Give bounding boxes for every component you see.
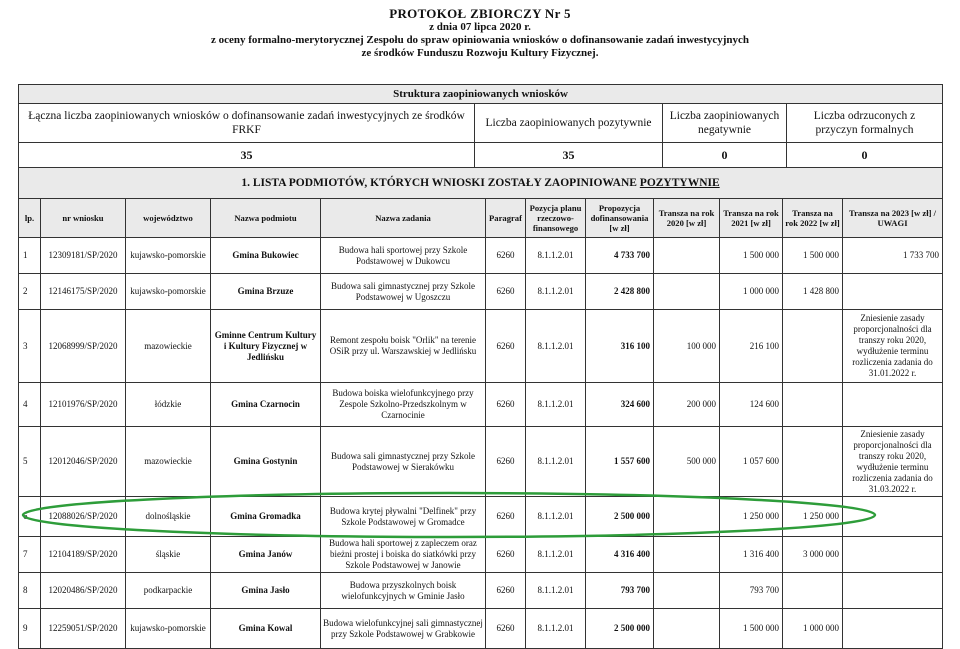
col-header-zadanie: Nazwa zadania <box>321 199 486 238</box>
applications-table <box>18 198 943 649</box>
table-row <box>19 573 943 609</box>
cell-podmiot: Gmina Jasło <box>211 573 321 609</box>
cell-woj: kujawsko-pomorskie <box>126 238 211 274</box>
summary-negative-value: 0 <box>663 143 787 168</box>
cell-t2022 <box>783 310 843 383</box>
cell-propozycja: 2 428 800 <box>586 274 654 310</box>
cell-pozycja: 8.1.1.2.01 <box>526 274 586 310</box>
cell-woj: kujawsko-pomorskie <box>126 274 211 310</box>
cell-nr: 12088026/SP/2020 <box>41 497 126 537</box>
list-section-title-text: 1. LISTA PODMIOTÓW, KTÓRYCH WNIOSKI ZOSTAŁY ZAOPINIOWANE <box>241 177 640 189</box>
cell-propozycja: 2 500 000 <box>586 609 654 649</box>
document-subtitle-line: z oceny formalno-merytorycznej Zespołu do spraw opiniowania wniosków o dofinansowanie zadań inwestycyjnych <box>210 34 750 46</box>
cell-podmiot: Gmina Brzuze <box>211 274 321 310</box>
cell-paragraf: 6260 <box>486 274 526 310</box>
cell-zadanie: Budowa hali sportowej przy Szkole Podstawowej w Dukowcu <box>321 238 486 274</box>
cell-t2023: 1 733 700 <box>843 238 943 274</box>
cell-t2020 <box>654 274 720 310</box>
cell-paragraf: 6260 <box>486 238 526 274</box>
cell-t2020: 100 000 <box>654 310 720 383</box>
cell-t2020 <box>654 573 720 609</box>
cell-pozycja: 8.1.1.2.01 <box>526 427 586 497</box>
cell-podmiot: Gmina Janów <box>211 537 321 573</box>
cell-lp: 3 <box>19 310 41 383</box>
cell-t2021: 1 500 000 <box>720 609 783 649</box>
cell-propozycja: 316 100 <box>586 310 654 383</box>
cell-pozycja: 8.1.1.2.01 <box>526 609 586 649</box>
cell-nr: 12020486/SP/2020 <box>41 573 126 609</box>
cell-propozycja: 4 733 700 <box>586 238 654 274</box>
cell-podmiot: Gmina Gromadka <box>211 497 321 537</box>
cell-t2023: Zniesienie zasady proporcjonalności dla transzy roku 2020, wydłużenie terminu rozliczenia zadania do 31.01.2022 r. <box>843 310 943 383</box>
cell-podmiot: Gminne Centrum Kultury i Kultury Fizycznej w Jedlińsku <box>211 310 321 383</box>
cell-woj: podkarpackie <box>126 573 211 609</box>
table-row <box>19 383 943 427</box>
col-header-woj: województwo <box>126 199 211 238</box>
cell-t2020 <box>654 537 720 573</box>
cell-podmiot: Gmina Czarnocin <box>211 383 321 427</box>
cell-lp: 5 <box>19 427 41 497</box>
cell-t2023 <box>843 497 943 537</box>
cell-woj: mazowieckie <box>126 310 211 383</box>
cell-woj: śląskie <box>126 537 211 573</box>
cell-paragraf: 6260 <box>486 427 526 497</box>
col-header-pozycja: Pozycja planu rzeczowo-finansowego <box>526 199 586 238</box>
cell-propozycja: 2 500 000 <box>586 497 654 537</box>
cell-t2022: 1 428 800 <box>783 274 843 310</box>
cell-nr: 12146175/SP/2020 <box>41 274 126 310</box>
cell-t2022: 3 000 000 <box>783 537 843 573</box>
cell-t2021: 1 000 000 <box>720 274 783 310</box>
list-section-title <box>19 168 943 199</box>
cell-lp: 7 <box>19 537 41 573</box>
table-row <box>19 537 943 573</box>
col-header-t2022: Transza na rok 2022 [w zł] <box>783 199 843 238</box>
table-row <box>19 238 943 274</box>
summary-section-title: Struktura zaopiniowanych wniosków <box>19 85 943 104</box>
col-header-nr: nr wniosku <box>41 199 126 238</box>
table-row <box>19 274 943 310</box>
cell-paragraf: 6260 <box>486 573 526 609</box>
cell-zadanie: Budowa hali sportowej z zapleczem oraz bieżni prostej i boiska do siatkówki przy Szkole Podstawowej w Janowie <box>321 537 486 573</box>
cell-propozycja: 793 700 <box>586 573 654 609</box>
cell-t2020 <box>654 238 720 274</box>
cell-paragraf: 6260 <box>486 497 526 537</box>
col-header-paragraf: Paragraf <box>486 199 526 238</box>
cell-woj: łódzkie <box>126 383 211 427</box>
document-subtitle-line-2: ze środków Funduszu Rozwoju Kultury Fizycznej. <box>361 47 599 59</box>
cell-nr: 12259051/SP/2020 <box>41 609 126 649</box>
cell-t2023 <box>843 573 943 609</box>
cell-t2023 <box>843 383 943 427</box>
cell-nr: 12012046/SP/2020 <box>41 427 126 497</box>
summary-negative-label: Liczba zaopiniowanych negatywnie <box>663 104 787 143</box>
list-section-title-emphasis: POZYTYWNIE <box>639 177 720 189</box>
cell-nr: 12068999/SP/2020 <box>41 310 126 383</box>
cell-pozycja: 8.1.1.2.01 <box>526 573 586 609</box>
cell-pozycja: 8.1.1.2.01 <box>526 383 586 427</box>
summary-total-label: Łączna liczba zaopiniowanych wniosków o dofinansowanie zadań inwestycyjnych ze środków FRKF <box>19 104 475 143</box>
table-row <box>19 310 943 383</box>
cell-t2021: 124 600 <box>720 383 783 427</box>
cell-podmiot: Gmina Bukowiec <box>211 238 321 274</box>
summary-rejected-label: Liczba odrzuconych z przyczyn formalnych <box>787 104 943 143</box>
cell-lp: 6 <box>19 497 41 537</box>
document-date: z dnia 07 lipca 2020 r. <box>429 21 531 33</box>
cell-t2023 <box>843 537 943 573</box>
cell-t2022 <box>783 383 843 427</box>
col-header-t2023: Transza na 2023 [w zł] / UWAGI <box>843 199 943 238</box>
col-header-propozycja: Propozycja dofinansowania [w zł] <box>586 199 654 238</box>
cell-t2021: 793 700 <box>720 573 783 609</box>
cell-t2021: 1 250 000 <box>720 497 783 537</box>
summary-total-value: 35 <box>19 143 475 168</box>
cell-t2023 <box>843 609 943 649</box>
cell-propozycja: 1 557 600 <box>586 427 654 497</box>
table-row <box>19 609 943 649</box>
document-title: PROTOKOŁ ZBIORCZY Nr 5 <box>389 6 571 21</box>
summary-positive-value: 35 <box>475 143 663 168</box>
cell-t2020 <box>654 609 720 649</box>
cell-t2023: Zniesienie zasady proporcjonalności dla transzy roku 2020, wydłużenie terminu rozliczenia zadania do 31.03.2022 r. <box>843 427 943 497</box>
cell-zadanie: Budowa sali gimnastycznej przy Szkole Podstawowej w Sierakówku <box>321 427 486 497</box>
cell-paragraf: 6260 <box>486 537 526 573</box>
cell-pozycja: 8.1.1.2.01 <box>526 497 586 537</box>
summary-rejected-value: 0 <box>787 143 943 168</box>
cell-t2021: 216 100 <box>720 310 783 383</box>
cell-t2022 <box>783 573 843 609</box>
cell-pozycja: 8.1.1.2.01 <box>526 238 586 274</box>
cell-t2020: 500 000 <box>654 427 720 497</box>
cell-t2022: 1 500 000 <box>783 238 843 274</box>
cell-zadanie: Budowa boiska wielofunkcyjnego przy Zespole Szkolno-Przedszkolnym w Czarnocinie <box>321 383 486 427</box>
cell-lp: 1 <box>19 238 41 274</box>
cell-woj: dolnośląskie <box>126 497 211 537</box>
cell-zadanie: Budowa krytej pływalni "Delfinek" przy Szkole Podstawowej w Gromadce <box>321 497 486 537</box>
cell-lp: 4 <box>19 383 41 427</box>
cell-woj: kujawsko-pomorskie <box>126 609 211 649</box>
cell-paragraf: 6260 <box>486 383 526 427</box>
cell-lp: 8 <box>19 573 41 609</box>
cell-propozycja: 4 316 400 <box>586 537 654 573</box>
cell-lp: 9 <box>19 609 41 649</box>
cell-nr: 12104189/SP/2020 <box>41 537 126 573</box>
cell-t2023 <box>843 274 943 310</box>
cell-t2021: 1 500 000 <box>720 238 783 274</box>
cell-paragraf: 6260 <box>486 609 526 649</box>
cell-podmiot: Gmina Kowal <box>211 609 321 649</box>
cell-t2022: 1 250 000 <box>783 497 843 537</box>
cell-t2020: 200 000 <box>654 383 720 427</box>
cell-woj: mazowieckie <box>126 427 211 497</box>
cell-t2021: 1 057 600 <box>720 427 783 497</box>
col-header-t2020: Transza na rok 2020 [w zł] <box>654 199 720 238</box>
table-row <box>19 497 943 537</box>
cell-nr: 12309181/SP/2020 <box>41 238 126 274</box>
cell-nr: 12101976/SP/2020 <box>41 383 126 427</box>
cell-t2021: 1 316 400 <box>720 537 783 573</box>
cell-paragraf: 6260 <box>486 310 526 383</box>
summary-positive-label: Liczba zaopiniowanych pozytywnie <box>475 104 663 143</box>
cell-t2022: 1 000 000 <box>783 609 843 649</box>
cell-zadanie: Remont zespołu boisk "Orlik" na terenie OSiR przy ul. Warszawskiej w Jedlińsku <box>321 310 486 383</box>
table-row <box>19 427 943 497</box>
cell-pozycja: 8.1.1.2.01 <box>526 310 586 383</box>
cell-t2022 <box>783 427 843 497</box>
summary-table <box>18 84 943 199</box>
cell-t2020 <box>654 497 720 537</box>
col-header-t2021: Transza na rok 2021 [w zł] <box>720 199 783 238</box>
table-header-row <box>19 199 943 238</box>
cell-propozycja: 324 600 <box>586 383 654 427</box>
cell-podmiot: Gmina Gostynin <box>211 427 321 497</box>
cell-zadanie: Budowa sali gimnastycznej przy Szkole Podstawowej w Ugoszczu <box>321 274 486 310</box>
cell-zadanie: Budowa wielofunkcyjnej sali gimnastycznej przy Szkole Podstawowej w Grabkowie <box>321 609 486 649</box>
cell-lp: 2 <box>19 274 41 310</box>
col-header-lp: lp. <box>19 199 41 238</box>
cell-zadanie: Budowa przyszkolnych boisk wielofunkcyjnych w Gminie Jasło <box>321 573 486 609</box>
col-header-podmiot: Nazwa podmiotu <box>211 199 321 238</box>
cell-pozycja: 8.1.1.2.01 <box>526 537 586 573</box>
